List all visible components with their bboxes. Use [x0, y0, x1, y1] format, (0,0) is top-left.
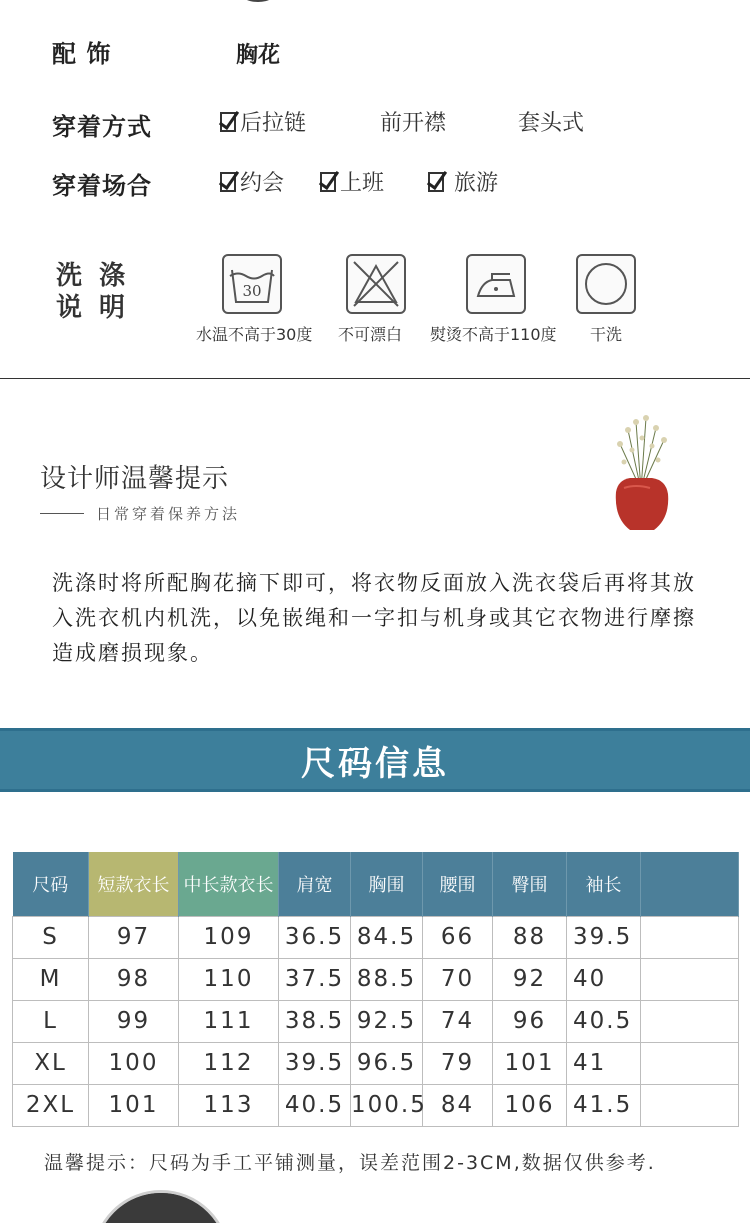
wash-label-line1: 洗 涤 [56, 261, 130, 291]
cell-size: L [13, 1000, 89, 1042]
table-row [13, 958, 739, 1000]
cell-sleeve: 40 [567, 958, 641, 1000]
cell-short-length: 100 [89, 1042, 179, 1084]
tips-title: 设计师温馨提示 [40, 464, 230, 494]
wash-label-line2: 说 明 [56, 293, 130, 323]
cell-bust: 88.5 [351, 958, 423, 1000]
cell-bust: 92.5 [351, 1000, 423, 1042]
cell-hip: 106 [493, 1084, 567, 1126]
occasion-option-date [220, 166, 284, 197]
occasion-option-label: 旅游 [454, 171, 499, 196]
model-photo [92, 1190, 230, 1223]
occasion-option-travel [428, 166, 498, 197]
cell-short-length: 101 [89, 1084, 179, 1126]
occasion-option-label: 上班 [340, 171, 385, 196]
tips-subtitle-text: 日常穿着保养方法 [96, 505, 241, 523]
cell-waist: 74 [423, 1000, 493, 1042]
occasion-option-work [320, 166, 384, 197]
size-note: 温馨提示：尺码为手工平铺测量，误差范围2-3CM,数据仅供参考. [44, 1152, 656, 1174]
cell-empty [641, 958, 739, 1000]
cell-waist: 79 [423, 1042, 493, 1084]
cell-empty [641, 916, 739, 958]
cell-empty [641, 1084, 739, 1126]
cell-sleeve: 39.5 [567, 916, 641, 958]
table-row [13, 1000, 739, 1042]
subtitle-rule [40, 513, 84, 514]
dry-clean-icon [576, 254, 636, 314]
no-bleach-text: 不可漂白 [338, 325, 403, 344]
cell-size: XL [13, 1042, 89, 1084]
wash-label [56, 260, 129, 324]
header-size: 尺码 [13, 852, 89, 916]
tips-body: 洗涤时将所配胸花摘下即可，将衣物反面放入洗衣袋后再将其放入洗衣机内机洗，以免嵌绳和一字扣与机身或其它衣物进行摩擦造成磨损现象。 [52, 571, 696, 665]
occasion-option-label: 约会 [240, 171, 285, 196]
occasion-label: 穿着场合 [52, 172, 152, 200]
wash-30-text: 水温不高于30度 [196, 325, 313, 344]
header-bust: 胸围 [351, 852, 423, 916]
cell-short-length: 97 [89, 916, 179, 958]
iron-item [466, 254, 526, 314]
iron-icon [466, 254, 526, 314]
cell-mid-length: 111 [179, 1000, 279, 1042]
wash-temp-text: 30 [242, 282, 262, 300]
cell-waist: 84 [423, 1084, 493, 1126]
no-bleach-icon [346, 254, 406, 314]
wear-style-option-pullover [518, 106, 584, 137]
cell-shoulder: 39.5 [279, 1042, 351, 1084]
checkbox-checked-icon [428, 172, 444, 192]
wear-style-label: 穿着方式 [52, 113, 152, 141]
wash-30-icon [222, 254, 282, 314]
cell-sleeve: 41 [567, 1042, 641, 1084]
header-waist: 腰围 [423, 852, 493, 916]
wear-style-option-label: 套头式 [518, 111, 585, 136]
table-row [13, 916, 739, 958]
cell-mid-length: 110 [179, 958, 279, 1000]
wear-style-option-label: 前开襟 [380, 111, 447, 136]
cell-mid-length: 109 [179, 916, 279, 958]
cell-bust: 96.5 [351, 1042, 423, 1084]
header-shoulder: 肩宽 [279, 852, 351, 916]
cut-off-row [0, 0, 750, 8]
iron-text: 熨烫不高于110度 [430, 325, 557, 344]
checkbox-checked-icon [320, 172, 336, 192]
wear-style-option-zipper [220, 106, 306, 137]
section-divider [0, 378, 750, 379]
tips-subtitle [40, 503, 240, 524]
cell-mid-length: 112 [179, 1042, 279, 1084]
header-hip: 臀围 [493, 852, 567, 916]
cell-size: S [13, 916, 89, 958]
checkbox-checked-icon [220, 172, 236, 192]
dry-clean-text: 干洗 [590, 325, 623, 344]
cell-shoulder: 40.5 [279, 1084, 351, 1126]
accessory-value: 胸花 [236, 43, 281, 68]
cell-hip: 92 [493, 958, 567, 1000]
cell-shoulder: 38.5 [279, 1000, 351, 1042]
cell-size: M [13, 958, 89, 1000]
cell-waist: 66 [423, 916, 493, 958]
cell-empty [641, 1000, 739, 1042]
cell-sleeve: 40.5 [567, 1000, 641, 1042]
cell-empty [641, 1042, 739, 1084]
no-bleach-item [346, 254, 406, 314]
cell-shoulder: 37.5 [279, 958, 351, 1000]
table-row [13, 1042, 739, 1084]
header-short-length: 短款衣长 [89, 852, 179, 916]
cell-bust: 100.5 [351, 1084, 423, 1126]
header-empty [641, 852, 739, 916]
wash-30-item [222, 254, 282, 314]
cell-mid-length: 113 [179, 1084, 279, 1126]
cell-sleeve: 41.5 [567, 1084, 641, 1126]
size-table-header [13, 852, 739, 916]
cell-short-length: 98 [89, 958, 179, 1000]
wear-style-option-front [380, 106, 446, 137]
accessory-label: 配 饰 [52, 40, 112, 68]
checkbox-checked-icon [220, 112, 236, 132]
size-table [12, 852, 739, 1127]
cell-short-length: 99 [89, 1000, 179, 1042]
cell-shoulder: 36.5 [279, 916, 351, 958]
size-banner-title: 尺码信息 [301, 744, 449, 784]
cell-hip: 101 [493, 1042, 567, 1084]
cell-bust: 84.5 [351, 916, 423, 958]
header-mid-length: 中长款衣长 [179, 852, 279, 916]
wear-style-option-label: 后拉链 [240, 111, 307, 136]
cell-hip: 88 [493, 916, 567, 958]
cell-hip: 96 [493, 1000, 567, 1042]
cell-size: 2XL [13, 1084, 89, 1126]
cell-waist: 70 [423, 958, 493, 1000]
circle-mark-icon [238, 0, 278, 2]
table-row [13, 1084, 739, 1126]
flower-vase-image [606, 410, 676, 540]
header-sleeve: 袖长 [567, 852, 641, 916]
dry-clean-item [576, 254, 636, 314]
